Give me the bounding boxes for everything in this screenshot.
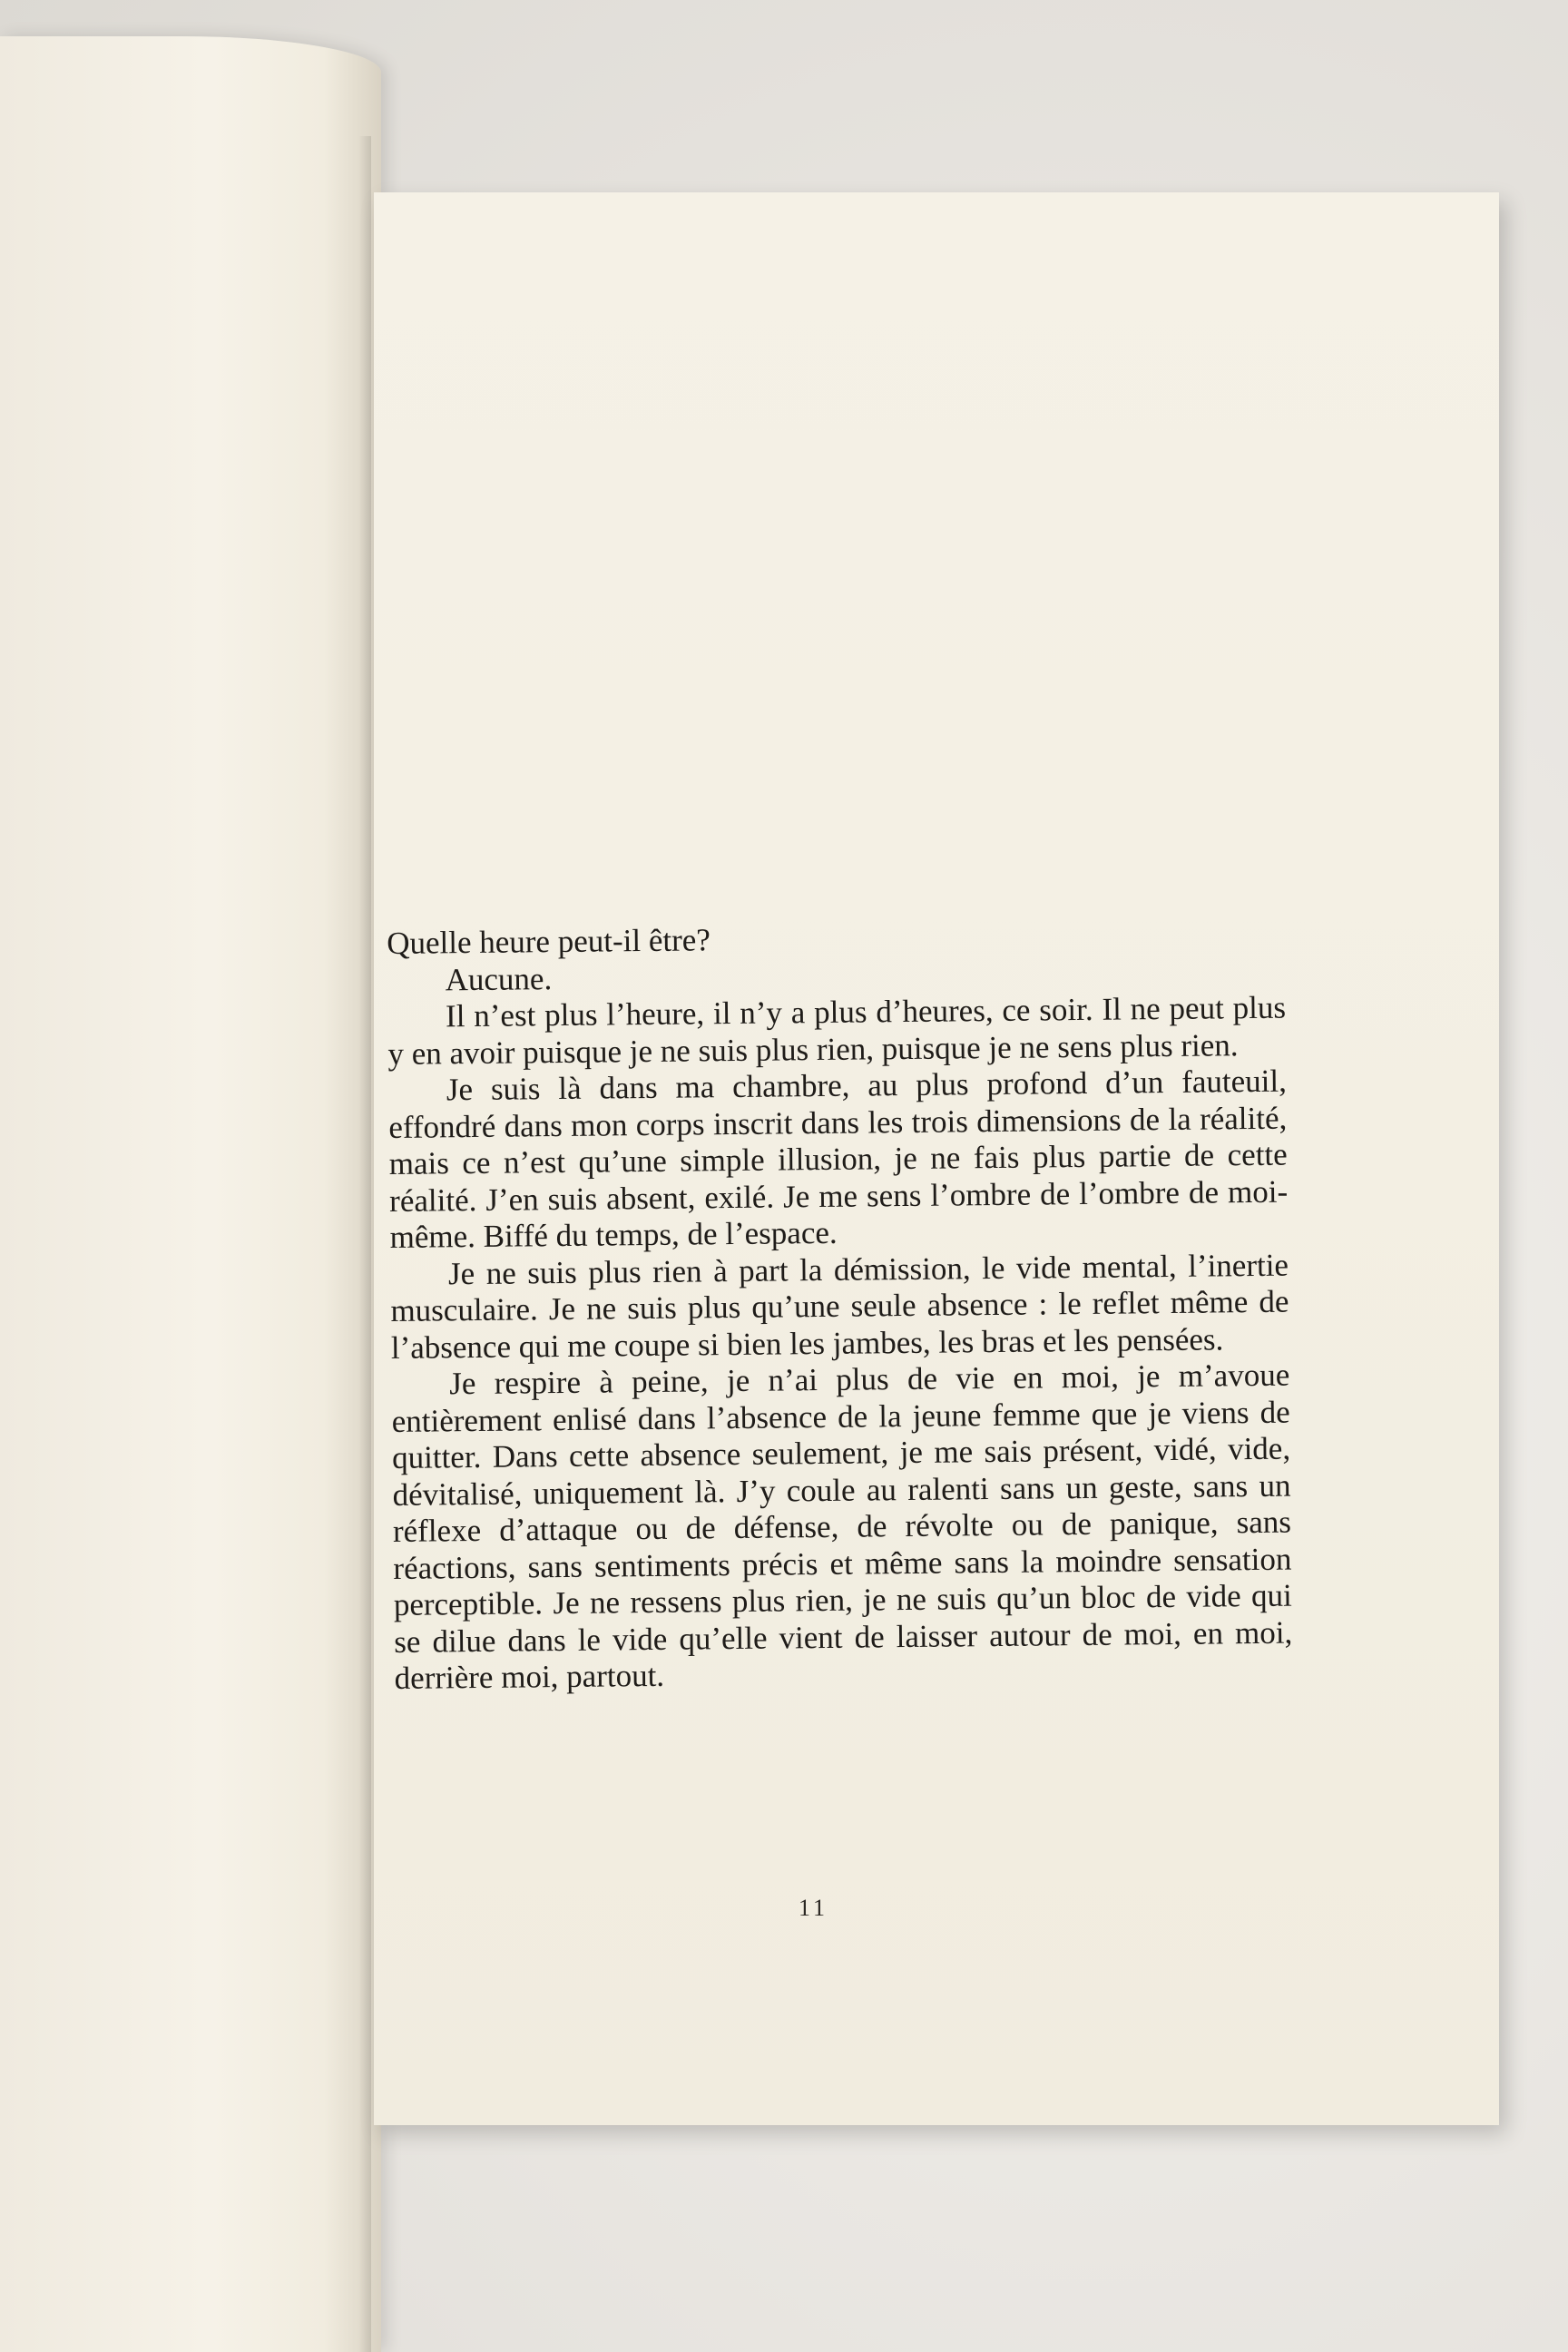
left-page (0, 36, 381, 2352)
page-text (387, 916, 1293, 1698)
paragraph: Je respire à peine, je n’ai plus de vie en moi, je m’avoue entièrement enlisé dans l’absence de la jeune femme que je viens de quitter. Dans cette absence seulement, je me sais présent, vidé, vide, dévitalisé, uniquement là. J’y coule au ralenti sans un geste, sans un réflexe d’attaque ou de défense, de révolte ou de panique, sans réactions, sans sentiments précis et même sans la moindre sensation perceptible. Je ne ressens plus rien, je ne suis qu’un bloc de vide qui se dilue dans le vide qu’elle vient de laisser autour de moi, en moi, derrière moi, partout. (391, 1357, 1293, 1696)
paragraph: Il n’est plus l’heure, il n’y a plus d’heures, ce soir. Il ne peut plus y en avoir puisque je ne suis plus rien, puisque je ne sens plus rien. (387, 989, 1287, 1072)
paragraph: Aucune. (445, 960, 553, 997)
page-number: 11 (799, 1895, 829, 1921)
paragraph: Je suis là dans ma chambre, au plus profond d’un fauteuil, effondré dans mon corps inscrit dans les trois dimensions de la réalité, mais ce n’est qu’une simple illusion, je ne fais plus partie de cette réalité. J’en suis absent, exilé. Je me sens l’ombre de l’ombre de moi-même. Biffé du temps, de l’espace. (388, 1063, 1289, 1255)
paragraph: Je ne suis plus rien à part la démission, le vide mental, l’inertie musculaire. Je ne suis plus qu’une seule absence : le reflet même de l’absence qui me coupe si bien les jambes, les bras et les pensées. (390, 1247, 1289, 1366)
page-gutter-shadow (358, 136, 371, 2352)
paragraph: Quelle heure peut-il être? (387, 922, 711, 961)
